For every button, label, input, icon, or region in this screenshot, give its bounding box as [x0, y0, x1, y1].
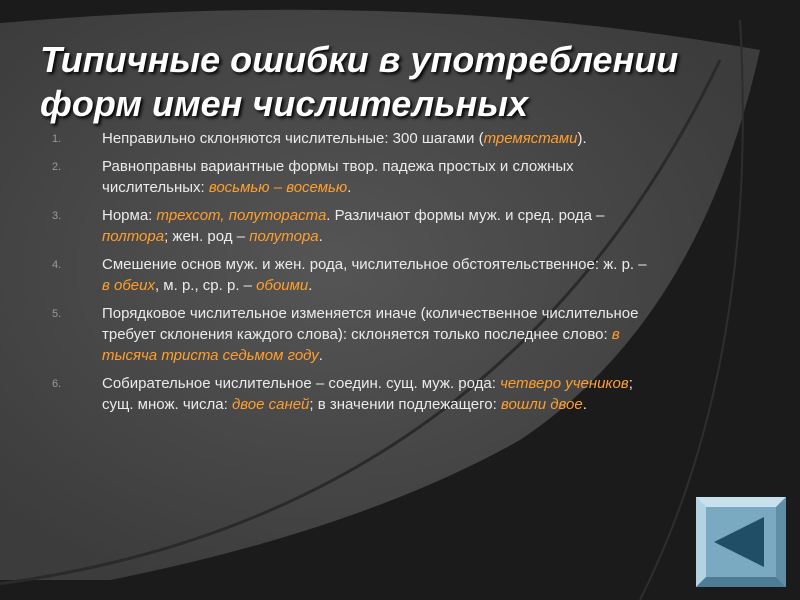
- item-number: 1.: [52, 133, 62, 145]
- item-number: 2.: [52, 161, 62, 173]
- item-highlight: двое саней: [231, 396, 310, 413]
- item-highlight: в обеих: [102, 277, 155, 294]
- item-text-mid: , м. р., ср. р. –: [154, 277, 257, 294]
- list-item: [52, 205, 652, 247]
- item-text: Норма:: [102, 207, 157, 224]
- item-text: Смешение основ муж. и жен. рода, числительное обстоятельственное: ж. р. –: [102, 256, 647, 273]
- item-highlight: трехсот, полутораста: [156, 207, 327, 224]
- list-item: [52, 373, 652, 415]
- list-item: [52, 156, 652, 198]
- item-highlight: полутора: [249, 228, 319, 245]
- item-text-mid: ; в значении подлежащего:: [309, 396, 501, 413]
- list-item: [52, 128, 652, 149]
- item-number: 3.: [52, 210, 62, 222]
- item-highlight: в тысяча триста седьмом году: [102, 326, 620, 364]
- back-triangle-icon: [696, 497, 786, 587]
- item-text-end: .: [582, 396, 587, 413]
- item-text: Собирательное числительное – соедин. сущ. муж. рода:: [102, 375, 501, 392]
- item-text-end: .: [347, 179, 352, 196]
- item-text-end: .: [318, 347, 323, 364]
- slide-title: Типичные ошибки в употреблении форм имен числительных: [40, 39, 679, 124]
- item-number: 5.: [52, 308, 62, 320]
- item-highlight: вошли двое: [500, 396, 583, 413]
- item-text: Неправильно склоняются числительные: 300 шагами (: [102, 130, 484, 147]
- item-text-end: .: [318, 228, 323, 245]
- list-item: [52, 303, 652, 366]
- back-button[interactable]: [696, 497, 786, 587]
- item-text-mid: ; жен. род –: [164, 228, 250, 245]
- item-highlight: тремястами: [483, 130, 578, 147]
- item-highlight: полтора: [102, 228, 165, 245]
- item-highlight: обоими: [256, 277, 309, 294]
- item-text: Равноправны вариантные формы твор. падежа простых и сложных числительных:: [102, 158, 574, 196]
- item-highlight: восьмью – восемью: [208, 179, 348, 196]
- item-text-mid: . Различают формы муж. и сред. рода –: [326, 207, 605, 224]
- list-item: [52, 254, 652, 296]
- item-number: 4.: [52, 259, 62, 271]
- item-highlight: четверо учеников: [500, 375, 629, 392]
- item-text-end: .: [308, 277, 313, 294]
- item-text-end: ).: [577, 130, 587, 147]
- item-text: Порядковое числительное изменяется иначе (количественное числительное требует склонения каждого слова): склоняется только последнее слово:: [102, 305, 639, 343]
- item-number: 6.: [52, 378, 62, 390]
- item-text-mid: ; сущ. множ. числа:: [102, 375, 633, 413]
- rules-list: [52, 128, 652, 422]
